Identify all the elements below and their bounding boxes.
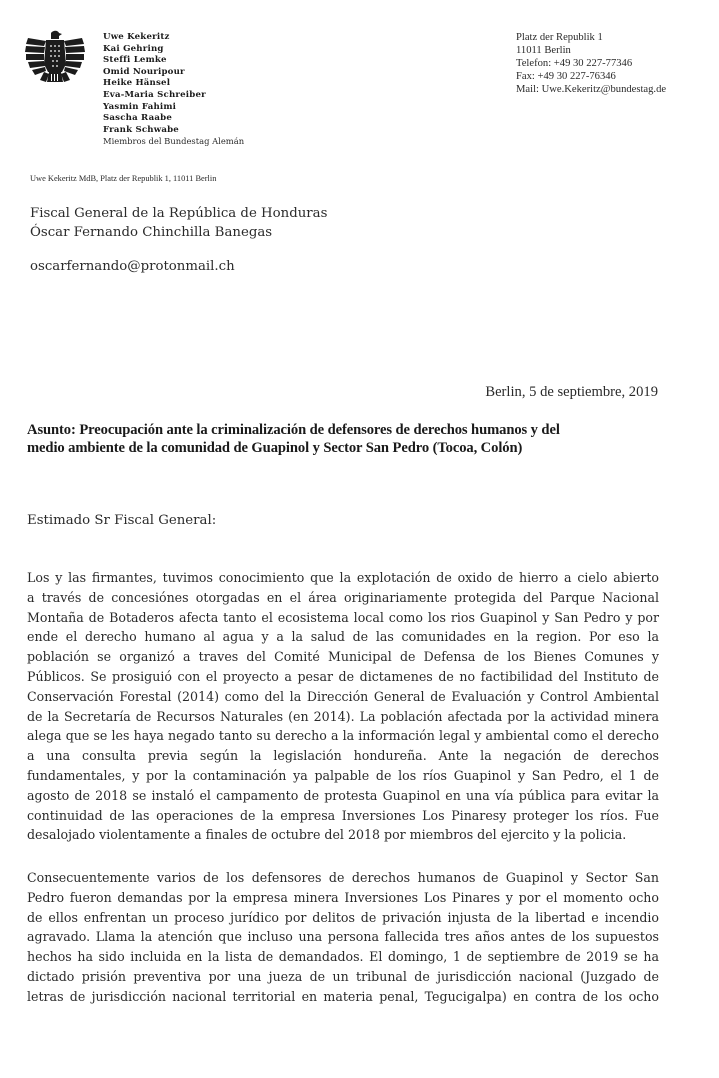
return-address-line: Uwe Kekeritz MdB, Platz der Republik 1, 11011 Berlin (30, 174, 217, 183)
member-name: Frank Schwabe (103, 124, 179, 135)
address-street: Platz der Republik 1 (516, 32, 603, 43)
member-name: Kai Gehring (103, 43, 164, 54)
address-mail: Mail: Uwe.Kekeritz@bundestag.de (516, 83, 667, 95)
recipient-title: Fiscal General de la República de Honduras (30, 206, 328, 221)
bundestag-eagle-icon (24, 30, 86, 86)
subject-heading (27, 421, 662, 457)
paragraph-line: alega que se les haya negado tanto su derecho a la información legal y ambiental como el derecho (27, 728, 659, 744)
letter-date: Berlin, 5 de septiembre, 2019 (485, 384, 658, 400)
member-name: Heike Hänsel (103, 78, 171, 89)
paragraph-line: Pedro fueron demandas por la empresa minera Inversiones Los Pinares y por el momento ocho (27, 889, 659, 905)
member-name: Eva-Maria Schreiber (103, 89, 206, 100)
paragraph-line: de la Secretaría de Recursos Naturales (en 2014). La población afectada por la actividad minera (27, 708, 659, 724)
recipient-block (30, 204, 327, 242)
recipient-name: Óscar Fernando Chinchilla Banegas (30, 225, 273, 240)
address-city: 11011 Berlin (516, 44, 571, 56)
paragraph-line: población se organizó a traves del Comité Municipal de Defensa de los Bienes Comunes y (27, 649, 659, 665)
member-name: Sascha Raabe (103, 113, 173, 124)
paragraph-line: desalojado violentamente a finales de octubre del 2018 por miembros del ejercito y la policia. (27, 827, 627, 843)
address-phone: Telefon: +49 30 227-77346 (516, 57, 633, 69)
paragraph-line: agosto de 2018 se instaló el campamento de protesta Guapinol en una vía pública para evitar la (27, 787, 659, 803)
subject-line: Asunto: Preocupación ante la criminalización de defensores de derechos humanos y del (27, 422, 560, 438)
paragraph-line: Públicos. Se prosiguió con el proyecto a pesar de dictamenes de no factibilidad del Instituto de (27, 668, 659, 684)
member-name: Yasmin Fahimi (103, 101, 177, 112)
body-paragraph-1 (27, 568, 659, 845)
subject-line: medio ambiente de la comunidad de Guapinol y Sector San Pedro (Tocoa, Colón) (27, 440, 523, 456)
member-name: Omid Nouripour (103, 66, 185, 77)
members-list (103, 32, 244, 148)
paragraph-line: dictado prisión preventiva por una jueza de un tribunal de jurisdicción nacional (Juzgado de (27, 968, 659, 984)
salutation: Estimado Sr Fiscal General: (27, 513, 217, 528)
paragraph-line: Consecuentemente varios de los defensores de derechos humanos de Guapinol y Sector San (27, 870, 659, 885)
paragraph-line: continuidad de las operaciones de la empresa Inversiones Los Pinaresy proteger los ríos. Fue (27, 807, 659, 823)
paragraph-line: Conservación Forestal (2014) como del la Dirección General de Evaluación y Control Ambiental (27, 688, 659, 704)
address-fax: Fax: +49 30 227-76346 (516, 70, 616, 82)
paragraph-line: a través de concesiónes otorgadas en el área originariamente protegida del Parque Nacional (27, 589, 659, 605)
paragraph-line: hechos ha sido incluida en la lista de demandados. El domingo, 1 de septiembre de 2019 se ha (27, 949, 659, 965)
paragraph-line: fundamentales, y por la contaminación ya palpable de los ríos Guapinol y San Pedro, el 1 de (27, 767, 659, 783)
members-caption: Miembros del Bundestag Alemán (103, 136, 245, 147)
paragraph-line: Los y las firmantes, tuvimos conocimiento que la explotación de oxido de hierro a cielo abierto (27, 570, 659, 585)
paragraph-line: letras de jurisdicción nacional territorial en materia penal, Tegucigalpa) en contra de los ocho (27, 988, 659, 1004)
paragraph-line: ende el derecho humano al agua y a la salud de las comunidades en la region. Por eso la (27, 629, 659, 645)
paragraph-line: a una consulta previa según la legislación hondureña. Ante la negación de derechos (27, 748, 659, 764)
recipient-email: oscarfernando@protonmail.ch (30, 259, 235, 274)
member-name: Uwe Kekeritz (103, 32, 170, 42)
paragraph-line: agravado. Llama la atención que incluso una persona fallecida tres años antes de los supuestos (27, 929, 659, 945)
body-paragraph-2 (27, 868, 659, 1007)
paragraph-line: Montaña de Botaderos afecta tanto el ecosistema local como los rios Guapinol y San Pedro y por (27, 609, 659, 625)
paragraph-line: de ellos enfrentan un proceso jurídico por delitos de privación injusta de la libertad e incendio (27, 909, 659, 925)
sender-address-block (516, 32, 666, 97)
member-name: Steffi Lemke (103, 55, 167, 66)
